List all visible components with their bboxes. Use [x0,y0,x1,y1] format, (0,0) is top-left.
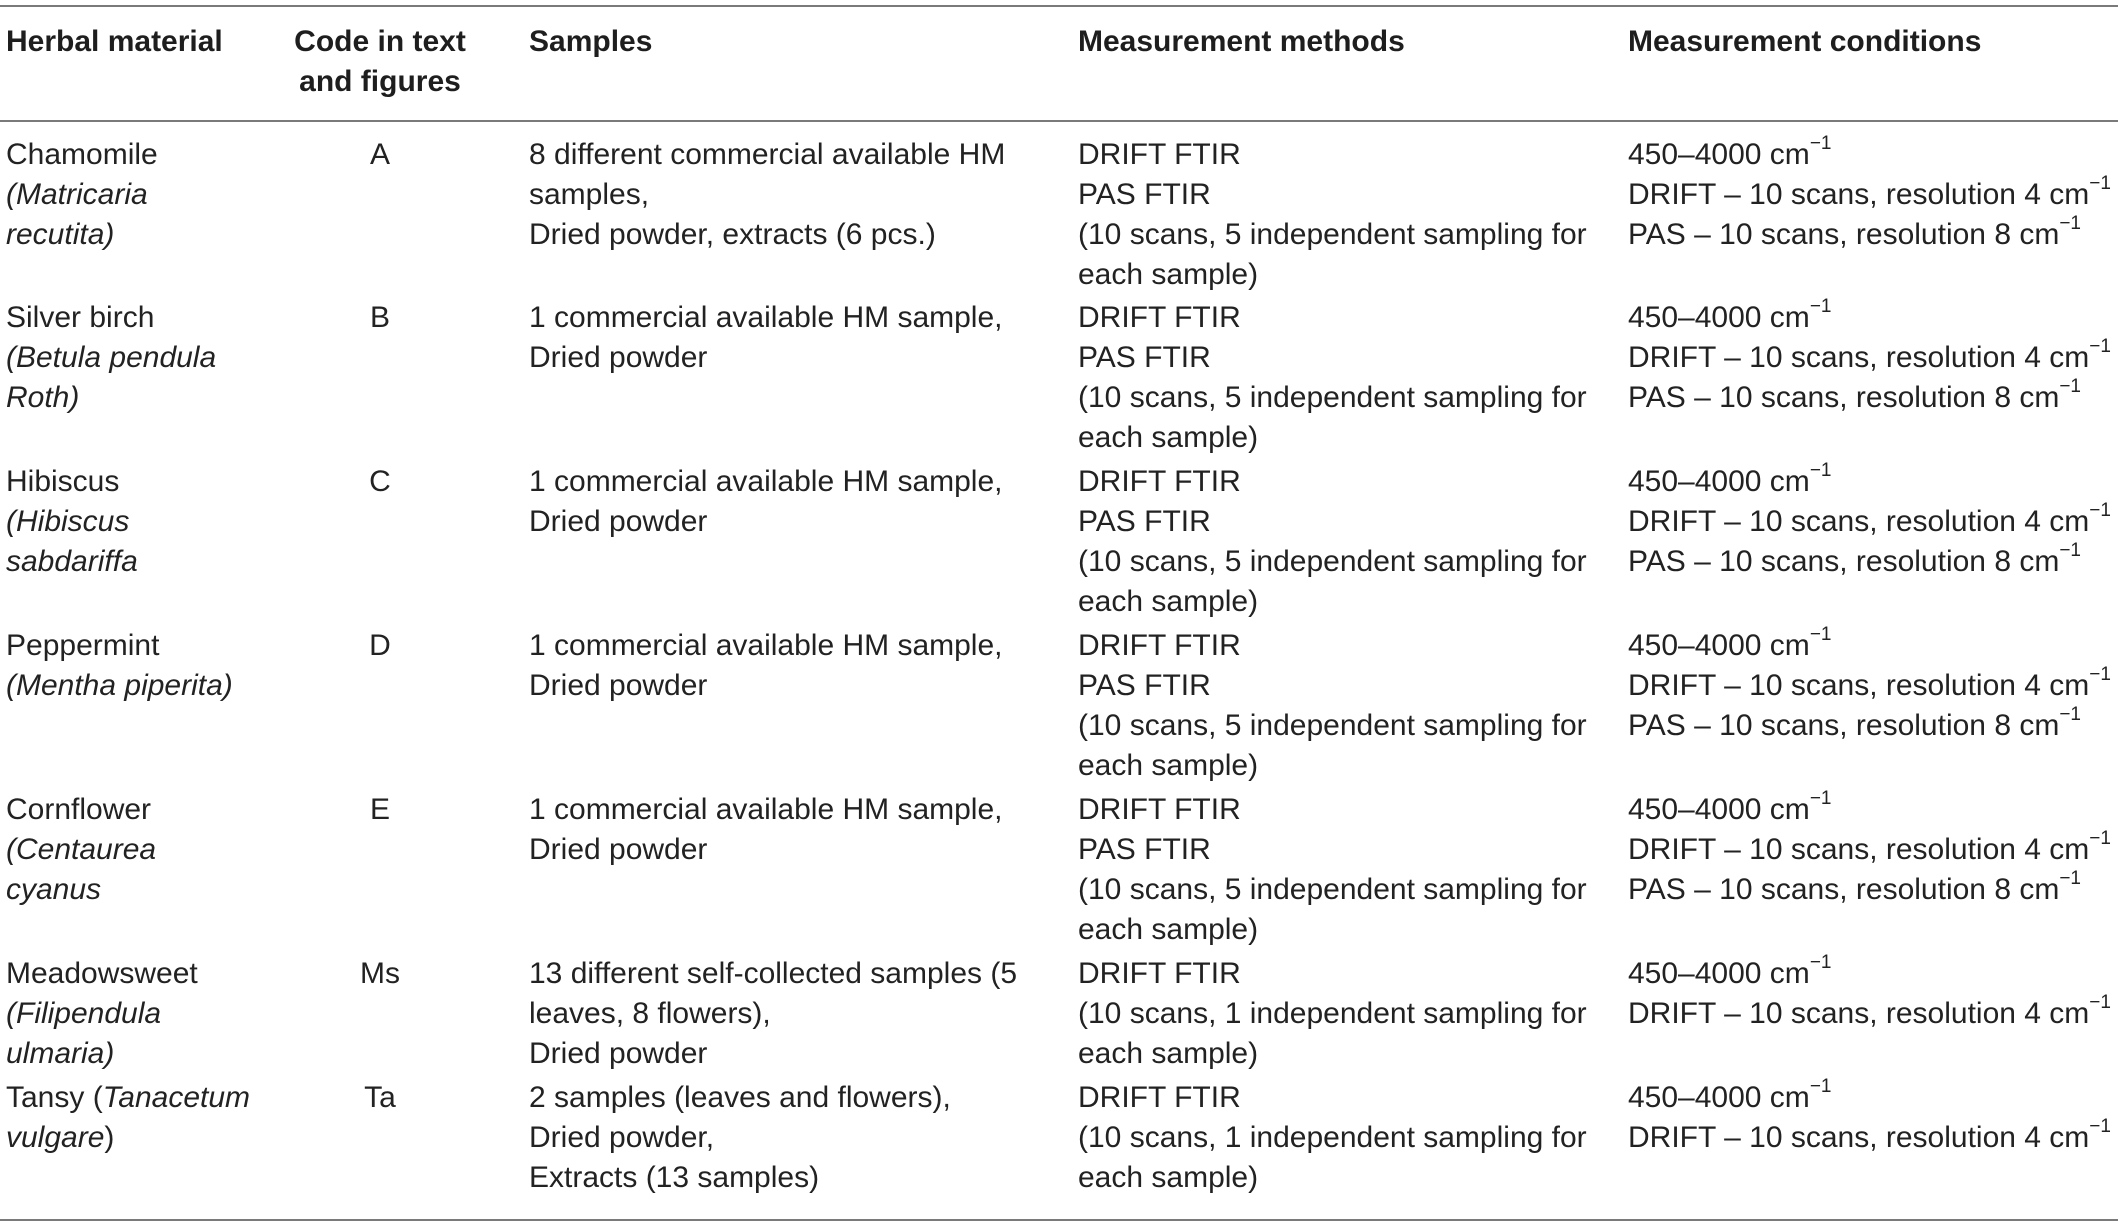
cell-line [1628,132,2118,175]
cell-line [6,378,276,418]
condition-text: 450–4000 cm [1628,301,1810,334]
cell-line [1628,787,2118,830]
cell-code [280,954,480,994]
cell-line [1628,212,2118,255]
cell-herbal-material [6,298,276,418]
cell-line [6,175,276,215]
condition-text: DRIFT – 10 scans, resolution 4 cm [1628,669,2090,702]
header-line: Code in text [294,25,466,58]
cell-line: 1 commercial available HM sample, [529,301,1003,334]
superscript: −1 [2089,827,2111,849]
herbal-latin-name: vulgare [6,1121,105,1154]
cell-herbal-material [6,135,276,255]
herbal-latin-name: (Hibiscus [6,505,130,538]
cell-line: Dried powder, extracts (6 pcs.) [529,218,936,251]
cell-code [280,135,480,175]
cell-conditions [1628,459,2118,582]
cell-line [6,338,276,378]
cell-line: each sample) [1078,1161,1259,1194]
cell-code [280,1078,480,1118]
cell-samples [529,298,1069,378]
cell-line [1628,1075,2118,1118]
cell-line [1628,539,2118,582]
condition-text: 450–4000 cm [1628,629,1810,662]
cell-line: 2 samples (leaves and flowers), [529,1081,951,1114]
cell-line: Dried powder [529,669,708,702]
cell-line: PAS FTIR [1078,341,1211,374]
cell-samples [529,790,1069,870]
condition-text: PAS – 10 scans, resolution 8 cm [1628,709,2060,742]
condition-text: PAS – 10 scans, resolution 8 cm [1628,381,2060,414]
cell-line: Chamomile [6,138,158,171]
cell-line: C [369,465,391,498]
superscript: −1 [1809,623,1832,645]
superscript: −1 [2089,499,2111,521]
condition-text: 450–4000 cm [1628,138,1810,171]
cell-line: (10 scans, 5 independent sampling for [1078,709,1587,742]
header-code [280,22,480,102]
cell-line: PAS FTIR [1078,505,1211,538]
cell-line [6,1078,276,1118]
herbal-latin-name: (Mentha piperita) [6,669,233,702]
header-samples [529,22,1069,62]
header-line: and figures [299,65,461,98]
cell-methods [1078,1078,1618,1198]
cell-line: each sample) [1078,749,1259,782]
herbal-latin-name: Tanacetum [102,1081,251,1114]
herbal-latin-name: Roth) [6,381,80,414]
cell-line: DRIFT FTIR [1078,629,1241,662]
cell-line: 13 different self-collected samples (5 [529,957,1018,990]
cell-line [1628,295,2118,338]
cell-line [6,215,276,255]
cell-conditions [1628,951,2118,1034]
cell-herbal-material [6,626,276,706]
cell-line [1628,499,2118,542]
cell-line: (10 scans, 5 independent sampling for [1078,381,1587,414]
cell-code [280,462,480,502]
cell-line: 1 commercial available HM sample, [529,465,1003,498]
cell-line: each sample) [1078,258,1259,291]
cell-line [6,1034,276,1074]
cell-line: DRIFT FTIR [1078,138,1241,171]
cell-line: PAS FTIR [1078,833,1211,866]
condition-text: PAS – 10 scans, resolution 8 cm [1628,218,2060,251]
cell-line: each sample) [1078,585,1259,618]
cell-line: Silver birch [6,301,155,334]
cell-line [1628,703,2118,746]
superscript: −1 [2089,1115,2111,1137]
header-line: Herbal material [6,25,223,58]
condition-text: DRIFT – 10 scans, resolution 4 cm [1628,997,2090,1030]
herbal-latin-name: (Centaurea [6,833,157,866]
superscript: −1 [2089,663,2111,685]
superscript: −1 [2059,867,2081,889]
cell-methods [1078,298,1618,458]
superscript: −1 [2059,212,2081,234]
condition-text: PAS – 10 scans, resolution 8 cm [1628,545,2060,578]
cell-line [6,666,276,706]
cell-code [280,298,480,338]
cell-line: Ms [360,957,400,990]
cell-line [6,502,276,542]
superscript: −1 [1809,1075,1832,1097]
cell-line: 8 different commercial available HM [529,138,1006,171]
herbal-latin-name: recutita) [6,218,115,251]
superscript: −1 [1809,132,1832,154]
condition-text: DRIFT – 10 scans, resolution 4 cm [1628,178,2090,211]
cell-line: DRIFT FTIR [1078,957,1241,990]
herbal-latin-name: cyanus [6,873,102,906]
superscript: −1 [2059,375,2081,397]
cell-line: PAS FTIR [1078,178,1211,211]
cell-herbal-material [6,462,276,582]
herbal-latin-name: (Matricaria [6,178,148,211]
cell-line: B [369,301,390,334]
condition-text: 450–4000 cm [1628,465,1810,498]
header-line: Measurement conditions [1628,25,1982,58]
cell-line [1628,172,2118,215]
superscript: −1 [2089,335,2111,357]
cell-line: (10 scans, 1 independent sampling for [1078,997,1587,1030]
header-line: Measurement [1078,25,1272,58]
superscript: −1 [2089,172,2111,194]
cell-line [1628,623,2118,666]
cell-code [280,626,480,666]
cell-line: E [369,793,390,826]
cell-line [6,870,276,910]
herbal-latin-name: (Filipendula [6,997,162,1030]
cell-line: Peppermint [6,629,160,662]
cell-methods [1078,790,1618,950]
cell-herbal-material [6,790,276,910]
cell-samples [529,626,1069,706]
cell-line: (10 scans, 5 independent sampling for [1078,873,1587,906]
cell-samples [529,135,1069,255]
condition-text: PAS – 10 scans, resolution 8 cm [1628,873,2060,906]
header-line: Samples [529,25,653,58]
cell-conditions [1628,623,2118,746]
cell-line: Dried powder [529,505,708,538]
cell-code [280,790,480,830]
cell-line: 1 commercial available HM sample, [529,793,1003,826]
cell-line: (10 scans, 1 independent sampling for [1078,1121,1587,1154]
cell-line: Cornflower [6,793,152,826]
superscript: −1 [1809,787,1832,809]
cell-line [6,1118,276,1158]
herbal-latin-name: (Betula pendula [6,341,217,374]
cell-line: samples, [529,178,650,211]
herbal-punctuation: ) [104,1121,115,1154]
cell-methods [1078,954,1618,1074]
superscript: −1 [2059,703,2081,725]
superscript: −1 [2059,539,2081,561]
cell-line: DRIFT FTIR [1078,1081,1241,1114]
cell-line: Dried powder [529,833,708,866]
cell-conditions [1628,295,2118,418]
cell-methods [1078,462,1618,622]
cell-line: (10 scans, 5 independent sampling for [1078,218,1587,251]
cell-line: Dried powder, [529,1121,715,1154]
condition-text: DRIFT – 10 scans, resolution 4 cm [1628,505,2090,538]
cell-samples [529,462,1069,542]
cell-line: DRIFT FTIR [1078,793,1241,826]
cell-line: each sample) [1078,421,1259,454]
cell-line [1628,991,2118,1034]
cell-line [6,994,276,1034]
cell-line: 1 commercial available HM sample, [529,629,1003,662]
top-rule [0,5,2118,7]
cell-line: DRIFT FTIR [1078,301,1241,334]
cell-samples [529,1078,1069,1198]
condition-text: 450–4000 cm [1628,957,1810,990]
cell-line [1628,663,2118,706]
superscript: −1 [1809,459,1832,481]
cell-line: Meadowsweet [6,957,198,990]
cell-methods [1078,626,1618,786]
cell-conditions [1628,132,2118,255]
header-herbal-material [6,22,276,62]
cell-line: each sample) [1078,1037,1259,1070]
cell-line [1628,951,2118,994]
cell-line [6,542,276,582]
cell-line: Ta [364,1081,396,1114]
cell-line: Extracts (13 samples) [529,1161,820,1194]
cell-line [1628,335,2118,378]
cell-conditions [1628,787,2118,910]
cell-line: Hibiscus [6,465,120,498]
condition-text: DRIFT – 10 scans, resolution 4 cm [1628,1121,2090,1154]
condition-text: DRIFT – 10 scans, resolution 4 cm [1628,833,2090,866]
cell-line: PAS FTIR [1078,669,1211,702]
cell-herbal-material [6,1078,276,1158]
cell-samples [529,954,1069,1074]
cell-line: DRIFT FTIR [1078,465,1241,498]
header-line: methods [1279,25,1405,58]
cell-line: leaves, 8 flowers), [529,997,771,1030]
header-methods [1078,22,1618,62]
cell-line: D [369,629,391,662]
bottom-rule [0,1219,2118,1221]
cell-line: (10 scans, 5 independent sampling for [1078,545,1587,578]
cell-line [1628,867,2118,910]
cell-line: Dried powder [529,341,708,374]
cell-line: A [369,138,390,171]
header-rule [0,120,2118,122]
cell-conditions [1628,1075,2118,1158]
cell-line [1628,459,2118,502]
superscript: −1 [2089,991,2111,1013]
cell-methods [1078,135,1618,295]
condition-text: DRIFT – 10 scans, resolution 4 cm [1628,341,2090,374]
superscript: −1 [1809,295,1832,317]
cell-line [6,830,276,870]
header-conditions [1628,22,2118,62]
cell-line [1628,375,2118,418]
herbal-common-name: Tansy ( [6,1081,103,1114]
condition-text: 450–4000 cm [1628,1081,1810,1114]
cell-herbal-material [6,954,276,1074]
cell-line: Dried powder [529,1037,708,1070]
superscript: −1 [1809,951,1832,973]
herbal-latin-name: sabdariffa [6,545,138,578]
cell-line [1628,827,2118,870]
condition-text: 450–4000 cm [1628,793,1810,826]
cell-line: each sample) [1078,913,1259,946]
cell-line [1628,1115,2118,1158]
herbal-latin-name: ulmaria) [6,1037,115,1070]
